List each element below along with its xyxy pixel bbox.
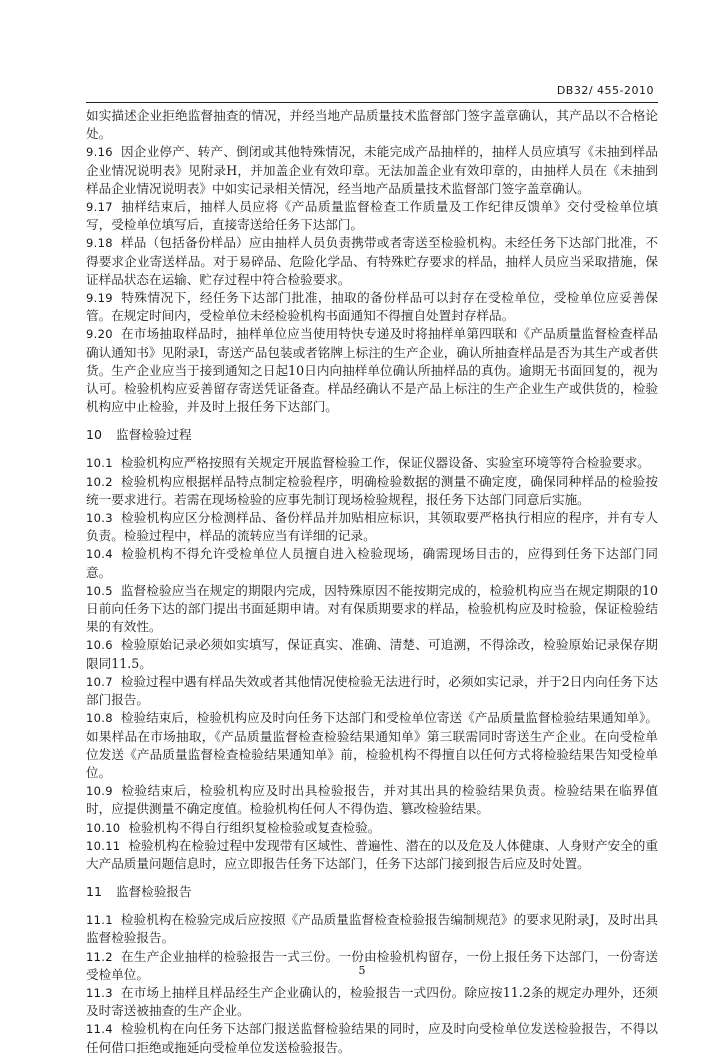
- section-number: 10: [86, 427, 103, 443]
- clause-text: 在市场抽取样品时，抽样单位应当使用特快专递及时将抽样单第四联和《产品质量监督检查样品确认通知书》见附录I，寄送产品包装或者铭牌上标注的生产企业，确认所抽查样品是否为其生产或者供货。生产企业应当于接到通知之日起10日内向抽样单位确认所抽样品的真伪。逾期无书面回复的，视为认可。检验机构应妥善留存寄送凭证备查。样品经确认不是产品上标注的生产企业生产或供货的，检验机构应中止检验，并及时上报任务下达部门。: [86, 326, 658, 415]
- clause-number: 9.19: [86, 291, 113, 306]
- clause-text: 检验机构应严格按照有关规定开展监督检验工作，保证仪器设备、实验室环境等符合检验要求。: [120, 455, 650, 471]
- clause-text: 因企业停产、转产、倒闭或其他特殊情况，未能完成产品抽样的，抽样人员应填写《未抽到样品企业情况说明表》见附录H，并加盖企业有效印章。无法加盖企业有效印章的，由抽样人员在《未抽到样品企业情况说明表》中如实记录相关情况，经当地产品质量技术监督部门签字盖章确认。: [86, 144, 658, 196]
- section-heading-11: [86, 883, 658, 901]
- clause-number: 10.7: [86, 674, 113, 689]
- section-number: 11: [86, 884, 103, 900]
- section-heading-10: [86, 426, 658, 444]
- clause-text: 在生产企业抽样的检验报告一式三份。一份由检验机构留存，一份上报任务下达部门，一份寄送受检单位。: [86, 948, 658, 982]
- clause-text: 检验机构不得自行组织复检检验或复查检验。: [128, 819, 381, 835]
- clause-text: 监督检验应当在规定的期限内完成，因特殊原因不能按期完成的，检验机构应当在规定期限的10日前向任务下达的部门提出书面延期申请。对有保质期要求的样品，检验机构应及时检验，保证检验结果的有效性。: [86, 582, 658, 635]
- document-code: DB32/ 455-2010: [556, 84, 654, 97]
- clause-text: 检验机构在检验完成后应按照《产品质量监督检查检验报告编制规范》的要求见附录J，及时出具监督检验报告。: [86, 912, 658, 946]
- clause-paragraph: [86, 636, 658, 672]
- header-rule: [86, 102, 658, 103]
- clause-number: 11.1: [86, 913, 113, 928]
- clause-text: 特殊情况下，经任务下达部门批准，抽取的备份样品可以封存在受检单位，受检单位应妥善保管。在规定时间内，受检单位未经检验机构书面通知不得擅自处置封存样品。: [86, 290, 658, 324]
- clause-number: 9.18: [86, 236, 113, 251]
- page-number: 5: [358, 964, 366, 977]
- clause-paragraph: [86, 911, 658, 947]
- clause-group-10: [86, 454, 658, 873]
- clause-number: 10.6: [86, 638, 113, 653]
- clause-text: 如实描述企业拒绝监督抽查的情况，并经当地产品质量技术监督部门签字盖章确认，其产品以不合格论处。: [86, 108, 658, 142]
- clause-number: 10.5: [86, 583, 113, 598]
- clause-paragraph: [86, 837, 658, 873]
- clause-number: 9.16: [86, 145, 113, 160]
- clause-number: 10.2: [86, 474, 113, 489]
- clause-text: 检验机构在向任务下达部门报送监督检验结果的同时，应及时向受检单位发送检验报告，不得以任何借口拒绝或拖延向受检单位发送检验报告。: [86, 1021, 658, 1055]
- clause-paragraph: [86, 234, 658, 289]
- clause-paragraph: [86, 454, 658, 472]
- clause-paragraph: [86, 545, 658, 581]
- clause-number: 10.4: [86, 547, 113, 562]
- clause-number: 10.10: [86, 820, 121, 835]
- clause-number: 10.3: [86, 511, 113, 526]
- clause-paragraph: [86, 325, 658, 416]
- document-body: [86, 107, 658, 1057]
- clause-text: 检验机构在检验过程中发现带有区域性、普遍性、潜在的以及危及人体健康、人身财产安全的重大产品质量问题信息时，应立即报告任务下达部门，任务下达部门接到报告后应及时处置。: [86, 837, 658, 871]
- clause-paragraph: [86, 1020, 658, 1056]
- clause-group-11: [86, 911, 658, 1057]
- clause-text: 检验机构不得允许受检单位人员擅自进入检验现场，确需现场目击的，应得到任务下达部门同意。: [86, 546, 658, 580]
- clause-number: 11.3: [86, 985, 113, 1000]
- clause-paragraph: [86, 582, 658, 637]
- clause-number: 10.1: [86, 456, 113, 471]
- clause-number: 9.17: [86, 200, 113, 215]
- clause-number: 11.4: [86, 1022, 113, 1037]
- clause-paragraph: [86, 782, 658, 818]
- clause-paragraph: [86, 289, 658, 325]
- clause-paragraph: [86, 143, 658, 198]
- clause-text: 抽样结束后，抽样人员应将《产品质量监督检查工作质量及工作纪律反馈单》交付受检单位填写，受检单位填写后，直接寄送给任务下达部门。: [86, 199, 658, 233]
- section-title: 监督检验过程: [116, 427, 192, 443]
- clause-text: 在市场上抽样且样品经生产企业确认的，检验报告一式四份。除应按11.2条的规定办理外，还须及时寄送被抽查的生产企业。: [86, 984, 658, 1019]
- clause-paragraph: [86, 984, 658, 1020]
- clause-paragraph: [86, 473, 658, 509]
- section-title: 监督检验报告: [116, 884, 192, 900]
- clause-paragraph: [86, 107, 658, 143]
- clause-text: 样品（包括备份样品）应由抽样人员负责携带或者寄送至检验机构。未经任务下达部门批准，不得要求企业寄送样品。对于易碎品、危险化学品、有特殊贮存要求的样品，抽样人员应当采取措施，保证样品状态在运输、贮存过程中符合检验要求。: [86, 235, 658, 287]
- clause-paragraph: [86, 673, 658, 709]
- clause-paragraph: [86, 198, 658, 234]
- clause-number: 10.11: [86, 838, 121, 853]
- clause-number: 9.20: [86, 327, 113, 342]
- clause-number: 10.8: [86, 711, 113, 726]
- clause-paragraph: [86, 709, 658, 782]
- clause-number: 11.2: [86, 949, 113, 964]
- clause-number: 10.9: [86, 784, 113, 799]
- clause-text: 检验结束后，检验机构应及时出具检验报告，并对其出具的检验结果负责。检验结果在临界值时，应提供测量不确定度值。检验机构任何人不得伪造、篡改检验结果。: [86, 783, 658, 817]
- clause-text: 检验机构应根据样品特点制定检验程序，明确检验数据的测量不确定度，确保同种样品的检验按统一要求进行。若需在现场检验的应事先制订现场检验规程，报任务下达部门同意后实施。: [86, 473, 658, 507]
- clause-group-9: [86, 107, 658, 416]
- clause-paragraph: [86, 819, 658, 837]
- clause-text: 检验过程中遇有样品失效或者其他情况使检验无法进行时，必须如实记录，并于2日内向任务下达部门报告。: [86, 673, 658, 708]
- clause-text: 检验结束后，检验机构应及时向任务下达部门和受检单位寄送《产品质量监督检验结果通知单》。如果样品在市场抽取，《产品质量监督检查检验结果通知单》第三联需同时寄送生产企业。在向受检单位发送《产品质量监督检查检验结果通知单》前，检验机构不得擅自以任何方式将检验结果告知受检单位。: [86, 710, 658, 780]
- clause-text: 检验原始记录必须如实填写，保证真实、准确、清楚、可追溯，不得涂改，检验原始记录保存期限同11.5。: [86, 637, 658, 671]
- clause-paragraph: [86, 509, 658, 545]
- clause-text: 检验机构应区分检测样品、备份样品并加贴相应标识，其领取要严格执行相应的程序，并有专人负责。检验过程中，样品的流转应当有详细的记录。: [86, 510, 658, 544]
